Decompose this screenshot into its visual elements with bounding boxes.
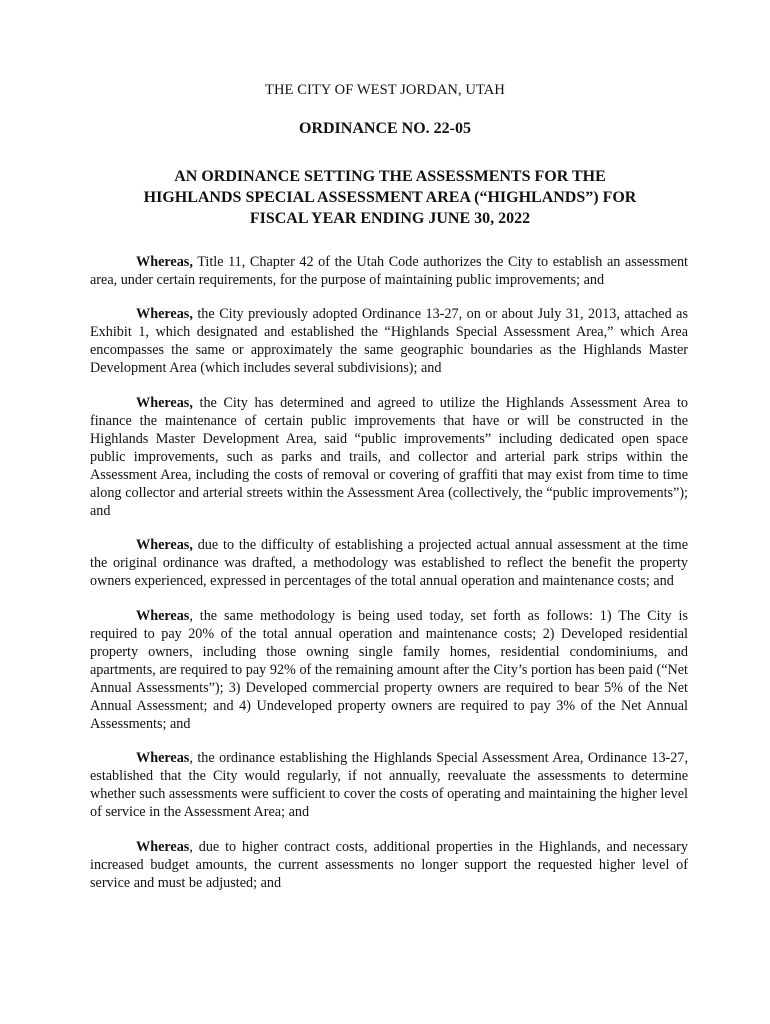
- whereas-paragraph-6: [90, 749, 688, 821]
- whereas-paragraph-2: [90, 305, 688, 377]
- paragraph-lead: Whereas: [136, 750, 190, 767]
- ordinance-title: [90, 166, 690, 229]
- body-text: [90, 253, 688, 908]
- paragraph-text: , the same methodology is being used today, set forth as follows: 1) The City is required to pay 20% of the total annual operation and maintenance costs; 2) Developed residential property owners, including those owning single family homes, residential condominiums, and apartments, are required to pay 92% of the remaining amount after the City’s portion has been paid (“Net Annual Assessments”); 3) Developed commercial property owners are required to bear 5% of the Net Annual Assessment; and 4) Undeveloped property owners are required to pay 3% of the Net Annual Assessments; and: [90, 607, 688, 733]
- whereas-paragraph-3: [90, 394, 688, 521]
- whereas-paragraph-7: [90, 838, 688, 892]
- paragraph-text: due to the difficulty of establishing a projected actual annual assessment at the time the original ordinance was drafted, a methodology was established to reflect the benefit the property owners experienced, expressed in percentages of the total annual operation and maintenance costs; and: [90, 537, 688, 590]
- paragraph-text: Title 11, Chapter 42 of the Utah Code authorizes the City to establish an assessment area, under certain requirements, for the purpose of maintaining public improvements; and: [90, 254, 688, 289]
- title-line: AN ORDINANCE SETTING THE ASSESSMENTS FOR THE: [174, 168, 606, 185]
- whereas-paragraph-1: [90, 253, 688, 289]
- city-header: THE CITY OF WEST JORDAN, UTAH: [265, 82, 505, 98]
- title-line: HIGHLANDS SPECIAL ASSESSMENT AREA (“HIGHLANDS”) FOR: [143, 189, 637, 206]
- paragraph-text: , the ordinance establishing the Highlands Special Assessment Area, Ordinance 13-27, established that the City would regularly, if not annually, reevaluate the assessments to determine whether such assessments were sufficient to cover the costs of operating and maintaining the higher level of service in the Assessment Area; and: [90, 750, 688, 821]
- paragraph-lead: Whereas,: [136, 254, 193, 270]
- paragraph-lead: Whereas,: [136, 394, 193, 411]
- whereas-paragraph-5: [90, 607, 688, 734]
- whereas-paragraph-4: [90, 536, 688, 590]
- paragraph-lead: Whereas,: [136, 537, 193, 554]
- paragraph-text: , due to higher contract costs, additional properties in the Highlands, and necessary increased budget amounts, the current assessments no longer support the requested higher level of service and must be adjusted; and: [90, 838, 688, 891]
- paragraph-text: the City has determined and agreed to utilize the Highlands Assessment Area to finance the maintenance of certain public improvements that have or will be constructed in the Highlands Master Development Area, said “public improvements” including dedicated open space public improvements, such as parks and trails, and collector and arterial park strips within the Assessment Area, including the costs of removal or covering of graffiti that may exist from time to time along collector and arterial streets within the Assessment Area (collectively, the “public improvements”); and: [90, 394, 688, 520]
- paragraph-lead: Whereas: [136, 607, 190, 624]
- paragraph-lead: Whereas: [136, 838, 190, 855]
- ordinance-number: ORDINANCE NO. 22-05: [299, 120, 471, 137]
- title-line: FISCAL YEAR ENDING JUNE 30, 2022: [249, 210, 531, 227]
- paragraph-text: the City previously adopted Ordinance 13-27, on or about July 31, 2013, attached as Exhibit 1, which designated and established the “Highlands Special Assessment Area,” which Area encompasses the same or approximately the same geographic boundaries as the Highlands Master Development Area (which includes several subdivisions); and: [90, 306, 688, 377]
- paragraph-lead: Whereas,: [136, 306, 193, 323]
